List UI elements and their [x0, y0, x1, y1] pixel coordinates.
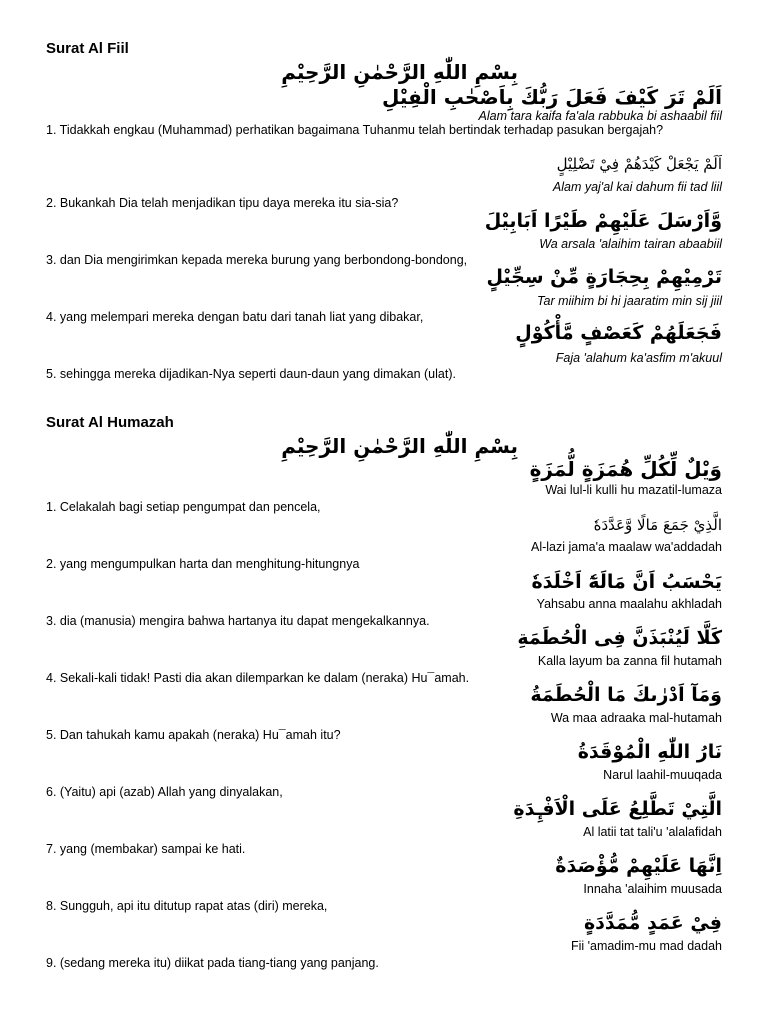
verse-translation-humazah-1: 1. Celakalah bagi setiap pengumpat dan pencela, — [46, 500, 321, 514]
verse-translation-humazah-9: 9. (sedang mereka itu) diikat pada tiang-tiang yang panjang. — [46, 956, 379, 970]
verse-translation-humazah-3: 3. dia (manusia) mengira bahwa hartanya itu dapat mengekalkannya. — [46, 614, 430, 628]
verse-arabic-humazah-1: وَيْلٌ لِّكُلِّ هُمَزَةٍ لُّمَزَةٍ — [529, 457, 722, 481]
verse-latin-humazah-4: Kalla layum ba zanna fil hutamah — [537, 654, 722, 668]
verse-translation-humazah-7: 7. yang (membakar) sampai ke hati. — [46, 842, 246, 856]
verse-latin-humazah-2: Al-lazi jama'a maalaw wa'addadah — [531, 540, 722, 554]
verse-translation-humazah-6: 6. (Yaitu) api (azab) Allah yang dinyalakan, — [46, 785, 283, 799]
verse-arabic-humazah-3: يَحْسَبُ اَنَّ مَالَهٗٓ اَخْلَدَهٗ — [531, 571, 722, 593]
verse-arabic-fiil-1: اَلَمْ تَرَ كَيْفَ فَعَلَ رَبُّكَ بِاَصْحٰبِ الْفِيْلِ — [382, 85, 722, 109]
verse-arabic-humazah-2: الَّذِيْ جَمَعَ مَالًا وَّعَدَّدَهٗ — [593, 516, 722, 534]
basmalah-fiil: بِسْمِ اللّٰهِ الرَّحْمٰنِ الرَّحِيْمِ — [281, 60, 518, 84]
verse-latin-humazah-7: Al latii tat tali'u 'alalafidah — [583, 825, 722, 839]
verse-arabic-fiil-4: تَرْمِيْهِمْ بِحِجَارَةٍ مِّنْ سِجِّيْلٍ — [486, 266, 722, 288]
verse-translation-humazah-8: 8. Sungguh, api itu ditutup rapat atas (diri) mereka, — [46, 899, 328, 913]
verse-translation-fiil-5: 5. sehingga mereka dijadikan-Nya seperti daun-daun yang dimakan (ulat). — [46, 367, 456, 381]
verse-latin-humazah-8: Innaha 'alaihim muusada — [583, 882, 722, 896]
verse-latin-humazah-6: Narul laahil-muuqada — [603, 768, 722, 782]
verse-latin-fiil-5: Faja 'alahum ka'asfim m'akuul — [555, 351, 722, 365]
verse-arabic-humazah-7: الَّتِيْ تَطَّلِعُ عَلَى الْاَفْـِٕدَةِ — [513, 798, 722, 820]
verse-arabic-fiil-5: فَجَعَلَهُمْ كَعَصْفٍ مَّأْكُوْلٍ — [515, 322, 722, 344]
verse-translation-humazah-4: 4. Sekali-kali tidak! Pasti dia akan dilemparkan ke dalam (neraka) Hu¯amah. — [46, 671, 470, 685]
verse-translation-fiil-1: 1. Tidakkah engkau (Muhammad) perhatikan bagaimana Tuhanmu telah bertindak terhadap pasukan bergajah? — [46, 123, 664, 137]
verse-latin-humazah-9: Fii 'amadim-mu mad dadah — [570, 939, 722, 953]
verse-arabic-humazah-8: اِنَّهَا عَلَيْهِمْ مُّؤْصَدَةٌ — [555, 855, 722, 877]
verse-latin-humazah-5: Wa maa adraaka mal-hutamah — [550, 711, 722, 725]
verse-latin-fiil-4: Tar miihim bi hi jaaratim min sij jiil — [537, 294, 722, 308]
surah-title-humazah: Surat Al Humazah — [46, 414, 174, 431]
verse-latin-humazah-3: Yahsabu anna maalahu akhladah — [536, 597, 722, 611]
verse-translation-fiil-4: 4. yang melempari mereka dengan batu dari tanah liat yang dibakar, — [46, 310, 424, 324]
verse-latin-humazah-1: Wai lul-li kulli hu mazatil-lumaza — [545, 483, 722, 497]
verse-arabic-fiil-3: وَّاَرْسَلَ عَلَيْهِمْ طَيْرًا اَبَابِيْلَ — [484, 210, 722, 232]
verse-arabic-humazah-9: فِيْ عَمَدٍ مُّمَدَّدَةٍ — [583, 912, 722, 934]
verse-arabic-fiil-2: اَلَمْ يَجْعَلْ كَيْدَهُمْ فِيْ تَضْلِيْلٍ — [556, 155, 722, 173]
verse-arabic-humazah-5: وَمَآ اَدْرٰىكَ مَا الْحُطَمَةُ — [530, 684, 722, 706]
verse-translation-humazah-2: 2. yang mengumpulkan harta dan menghitung-hitungnya — [46, 557, 360, 571]
verse-translation-fiil-2: 2. Bukankah Dia telah menjadikan tipu daya mereka itu sia-sia? — [46, 196, 399, 210]
verse-latin-fiil-1: Alam tara kaifa fa'ala rabbuka bi ashaabil fiil — [478, 109, 722, 123]
verse-translation-humazah-5: 5. Dan tahukah kamu apakah (neraka) Hu¯amah itu? — [46, 728, 341, 742]
verse-latin-fiil-3: Wa arsala 'alaihim tairan abaabiil — [539, 237, 722, 251]
basmalah-humazah: بِسْمِ اللّٰهِ الرَّحْمٰنِ الرَّحِيْمِ — [281, 434, 518, 458]
verse-latin-fiil-2: Alam yaj'al kai dahum fii tad liil — [552, 180, 722, 194]
verse-translation-fiil-3: 3. dan Dia mengirimkan kepada mereka burung yang berbondong-bondong, — [46, 253, 468, 267]
verse-arabic-humazah-4: كَلَّا لَيُنْبَذَنَّ فِى الْحُطَمَةِ — [517, 627, 722, 649]
verse-arabic-humazah-6: نَارُ اللّٰهِ الْمُوْقَدَةُ — [577, 741, 722, 763]
surah-title-fiil: Surat Al Fiil — [46, 40, 129, 57]
